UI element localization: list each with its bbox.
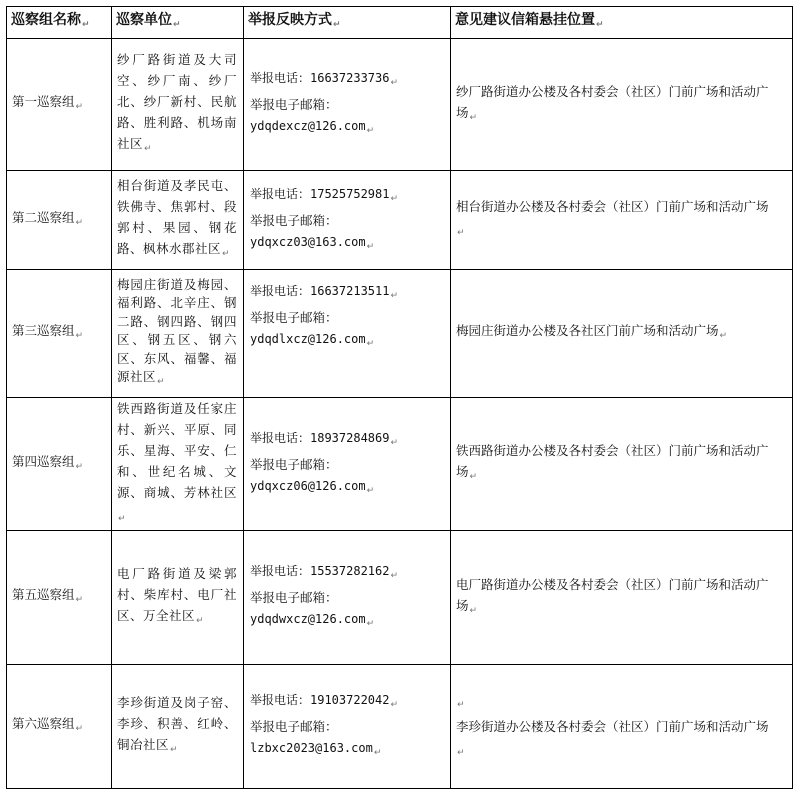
leading-mark: ↵ xyxy=(457,700,465,710)
email-label: 举报电子邮箱： xyxy=(250,456,338,472)
email-label: 举报电子邮箱： xyxy=(250,97,338,112)
phone-line: 举报电话：$16637233736_↵$ xyxy=(250,71,399,88)
email-address: ydqxcz03@163.com$_↵$ xyxy=(250,234,375,252)
group-name-cell: 第一巡察组$_↵$ xyxy=(7,39,112,171)
email-address: ydqdexcz@126.com$_↵$ xyxy=(250,119,375,136)
units-cell: 李珍街道及岗子窑、李珍、积善、红岭、铜冶社区$_↵$ xyxy=(112,665,244,789)
report-methods-cell xyxy=(244,39,451,171)
report-methods-cell xyxy=(244,665,451,789)
units-cell: 纱厂路街道及大司空、纱厂南、纱厂北、纱厂新村、民航路、胜利路、机场南社区$_↵$ xyxy=(112,39,244,171)
table-row xyxy=(7,398,793,531)
group-name-cell: 第三巡察组$_↵$ xyxy=(7,270,112,398)
units-cell: 相台街道及孝民屯、铁佛寺、焦郭村、段郭村、果园、钢花路、枫林水郡社区$_↵$ xyxy=(112,171,244,270)
group-name-cell: 第五巡察组$_↵$ xyxy=(7,531,112,665)
email-label: 举报电子邮箱： xyxy=(250,719,338,734)
report-methods-cell xyxy=(244,398,451,531)
mailbox-location-cell: 纱厂路街道办公楼及各村委会（社区）门前广场和活动广场$_↵$ xyxy=(451,39,793,171)
header-row xyxy=(7,7,793,39)
header-group-name: 巡察组名称$_↵$ xyxy=(7,7,112,39)
header-units: 巡察单位$_↵$ xyxy=(112,7,244,39)
email-address: ydqdwxcz@126.com$_↵$ xyxy=(250,612,375,629)
header-report-methods: 举报反映方式$_↵$ xyxy=(244,7,451,39)
email-label: 举报电子邮箱： xyxy=(250,590,338,605)
mailbox-location-cell: 电厂路街道办公楼及各村委会（社区）门前广场和活动广场$_↵$ xyxy=(451,531,793,665)
units-cell: 铁西路街道及任家庄村、新兴、平原、同乐、星海、平安、仁和、世纪名城、文源、商城、芳林社区$_↵$ xyxy=(112,398,244,531)
table-row xyxy=(7,171,793,270)
inspection-groups-table xyxy=(6,6,793,789)
email-address: ydqdlxcz@126.com$_↵$ xyxy=(250,332,375,349)
group-name-cell: 第四巡察组$_↵$ xyxy=(7,398,112,531)
group-name-cell: 第二巡察组$_↵$ xyxy=(7,171,112,270)
report-methods-cell xyxy=(244,171,451,270)
phone-line: 举报电话：$19103722042_↵$ xyxy=(250,693,399,710)
table-row xyxy=(7,665,793,789)
phone-line: 举报电话：$15537282162_↵$ xyxy=(250,564,399,581)
mailbox-location-cell: 相台街道办公楼及各村委会（社区）门前广场和活动广场$_↵$ xyxy=(451,171,793,270)
table-row xyxy=(7,270,793,398)
units-cell: 梅园庄街道及梅园、福利路、北辛庄、钢二路、钢四路、钢四区、钢五区、钢六区、东风、福馨、福源社区$_↵$ xyxy=(112,270,244,398)
report-methods-cell xyxy=(244,270,451,398)
table-row xyxy=(7,39,793,171)
table-row xyxy=(7,531,793,665)
mailbox-location-cell: $_↵$ 李珍街道办公楼及各村委会（社区）门前广场和活动广场$_↵$ xyxy=(451,665,793,789)
report-methods-cell xyxy=(244,531,451,665)
email-label: 举报电子邮箱： xyxy=(250,310,338,325)
phone-line: 举报电话：$17525752981_↵$ xyxy=(250,186,399,204)
units-cell: 电厂路街道及梁郭村、柴库村、电厂社区、万全社区$_↵$ xyxy=(112,531,244,665)
group-name-cell: 第六巡察组$_↵$ xyxy=(7,665,112,789)
mailbox-location-cell: 铁西路街道办公楼及各村委会（社区）门前广场和活动广场$_↵$ xyxy=(451,398,793,531)
email-address: lzbxc2023@163.com$_↵$ xyxy=(250,741,382,758)
email-label: 举报电子邮箱： xyxy=(250,212,338,228)
email-address: ydqxcz06@126.com$_↵$ xyxy=(250,478,375,496)
mailbox-location-cell: 梅园庄街道办公楼及各社区门前广场和活动广场$_↵$ xyxy=(451,270,793,398)
phone-line: 举报电话：$16637213511_↵$ xyxy=(250,284,399,301)
phone-line: 举报电话：$18937284869_↵$ xyxy=(250,430,399,448)
header-mailbox-location: 意见建议信箱悬挂位置$_↵$ xyxy=(451,7,793,39)
